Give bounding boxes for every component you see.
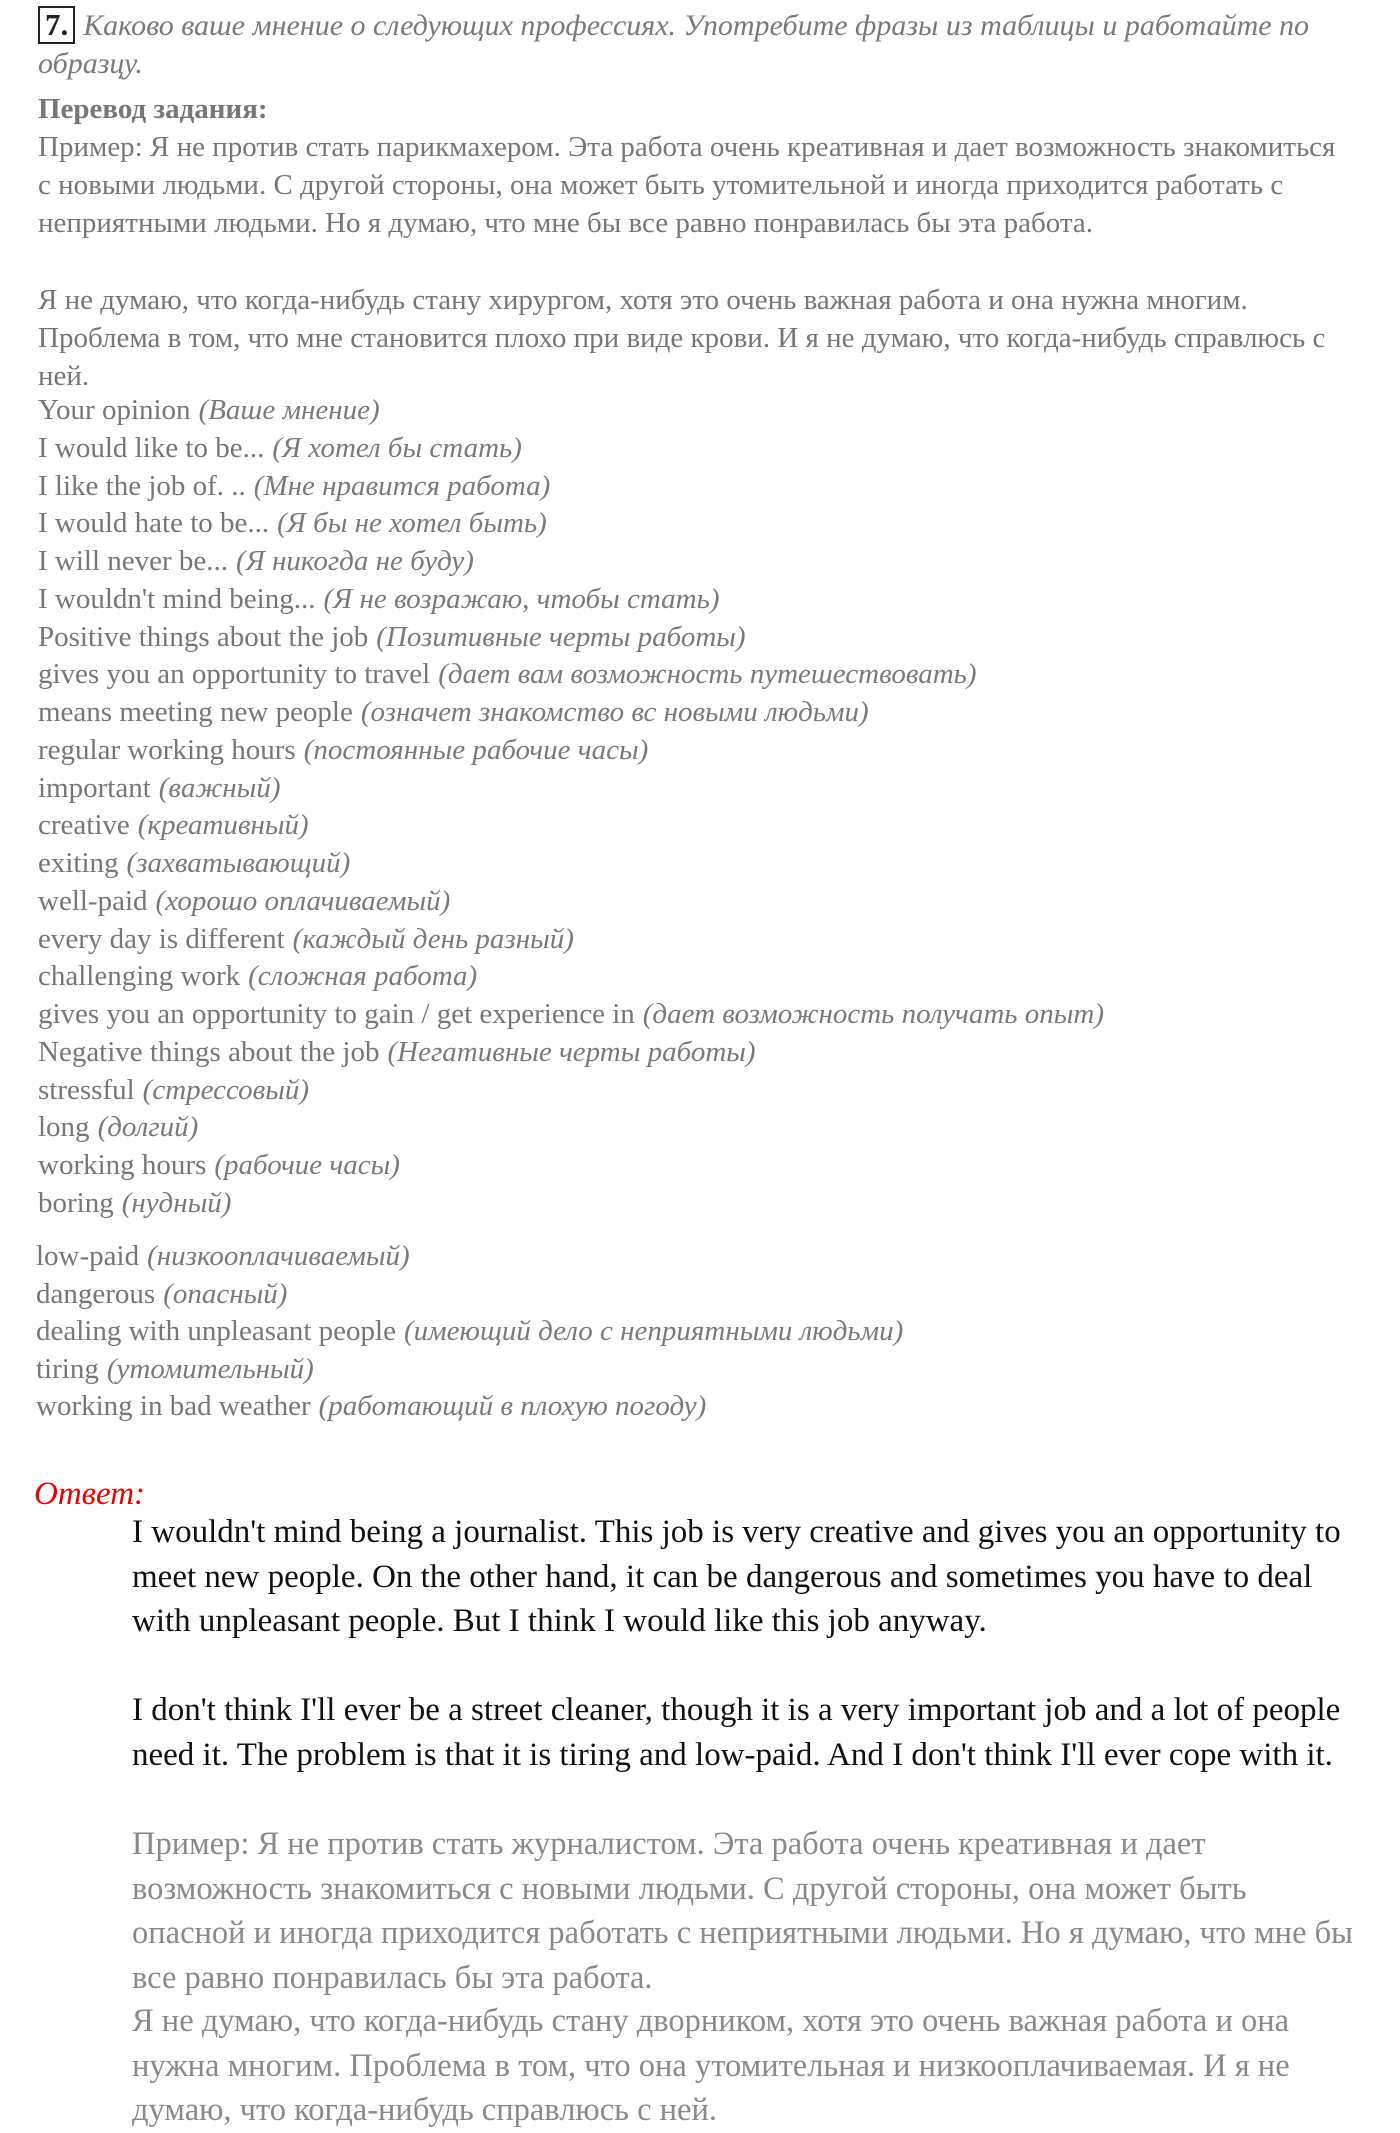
vocabulary-item <box>38 468 1104 506</box>
translation-title: Перевод задания: <box>38 93 268 125</box>
vocabulary-phrase-english: every day is different <box>38 922 285 955</box>
vocabulary-phrase-translation: (низкооплачиваемый) <box>147 1240 410 1272</box>
vocabulary-list-continued <box>36 1238 903 1426</box>
vocabulary-item <box>36 1351 903 1389</box>
vocabulary-phrase-translation: (работающий в плохую погоду) <box>318 1390 707 1422</box>
vocabulary-item <box>38 883 1104 921</box>
vocabulary-phrase-english: regular working hours <box>38 733 296 766</box>
vocabulary-item <box>38 921 1104 959</box>
vocabulary-phrase-english: Positive things about the job <box>38 620 369 653</box>
vocabulary-phrase-translation: (означет знакомство вс новыми людьми) <box>360 696 869 728</box>
vocabulary-phrase-translation: (захватывающий) <box>126 847 351 879</box>
vocabulary-phrase-english: Your opinion <box>38 394 191 426</box>
vocabulary-phrase-english: Negative things about the job <box>38 1035 380 1068</box>
vocabulary-item <box>38 694 1104 732</box>
vocabulary-item <box>36 1388 903 1426</box>
vocabulary-phrase-english: challenging work <box>38 960 241 993</box>
vocabulary-item <box>38 958 1104 996</box>
vocabulary-phrase-english: I would like to be... <box>38 431 265 464</box>
vocabulary-item <box>38 1185 1104 1223</box>
vocabulary-phrase-english: long <box>38 1111 90 1144</box>
vocabulary-phrase-english: working in bad weather <box>36 1390 311 1422</box>
task-instruction: Каково ваше мнение о следующих профессиях. Употребите фразы из таблицы и работайте по образцу. <box>38 9 1310 80</box>
vocabulary-phrase-translation: (Позитивные черты работы) <box>376 620 746 653</box>
vocabulary-list <box>38 392 1104 1223</box>
vocabulary-item <box>38 581 1104 619</box>
vocabulary-item <box>38 996 1104 1034</box>
vocabulary-phrase-english: gives you an opportunity to gain / get experience in <box>38 998 635 1030</box>
vocabulary-phrase-translation: (нудный) <box>121 1186 232 1219</box>
vocabulary-phrase-translation: (имеющий дело с неприятными людьми) <box>403 1315 904 1347</box>
vocabulary-item <box>36 1276 903 1314</box>
vocabulary-phrase-translation: (Ваше мнение) <box>198 394 380 426</box>
vocabulary-phrase-english: I like the job of. .. <box>38 469 246 502</box>
vocabulary-phrase-translation: (каждый день разный) <box>292 922 574 955</box>
vocabulary-phrase-translation: (хорошо оплачиваемый) <box>155 884 451 917</box>
answer-label: Ответ: <box>34 1476 146 1512</box>
vocabulary-phrase-english: boring <box>38 1186 114 1219</box>
vocabulary-phrase-english: gives you an opportunity to travel <box>38 658 431 691</box>
vocabulary-phrase-translation: (Я никогда не буду) <box>236 545 474 577</box>
task-header <box>38 6 1358 83</box>
vocabulary-item <box>38 1147 1104 1185</box>
vocabulary-phrase-english: important <box>38 771 151 804</box>
vocabulary-phrase-translation: (рабочие часы) <box>214 1149 400 1181</box>
vocabulary-item <box>38 770 1104 808</box>
vocabulary-phrase-translation: (Я хотел бы стать) <box>272 431 522 464</box>
vocabulary-phrase-english: dangerous <box>36 1277 156 1310</box>
vocabulary-phrase-english: exiting <box>38 847 119 879</box>
vocabulary-item <box>38 505 1104 543</box>
vocabulary-phrase-english: stressful <box>38 1073 135 1106</box>
vocabulary-phrase-english: tiring <box>36 1352 99 1385</box>
vocabulary-item <box>36 1238 903 1276</box>
task-number: 7. <box>38 6 75 44</box>
answer-russian-2: Я не думаю, что когда-нибудь стану дворником, хотя это очень важная работа и она нужна многим. Проблема в том, что она утомительная и низкооплачиваемая. И я не думаю, что когда-нибудь справлюсь с ней. <box>132 2003 1290 2128</box>
vocabulary-item <box>38 1109 1104 1147</box>
answer-english-1: I wouldn't mind being a journalist. This job is very creative and gives you an opportunity to meet new people. On the other hand, it can be dangerous and sometimes you have to deal with unpleasant people. But I think I would like this job anyway. <box>132 1514 1341 1639</box>
translation-example-1: Пример: Я не против стать парикмахером. Эта работа очень креативная и дает возможность знакомиться с новыми людьми. С другой стороны, она может быть утомительной и иногда приходится работать с неприятными людьми. Но я думаю, что мне бы все равно понравилась бы эта работа. <box>38 131 1336 239</box>
vocabulary-item <box>38 543 1104 581</box>
vocabulary-item <box>38 1034 1104 1072</box>
answer-russian-1: Пример: Я не против стать журналистом. Эта работа очень креативная и дает возможность знакомиться с новыми людьми. С другой стороны, она может быть опасной и иногда приходится работать с неприятными людьми. Но я думаю, что мне бы все равно понравилась бы эта работа. <box>132 1826 1353 1996</box>
vocabulary-phrase-english: working hours <box>38 1149 207 1181</box>
vocabulary-phrase-english: low-paid <box>36 1240 140 1272</box>
vocabulary-phrase-translation: (Я бы не хотел быть) <box>277 507 547 540</box>
vocabulary-item <box>38 392 1104 430</box>
vocabulary-item <box>38 1072 1104 1110</box>
vocabulary-phrase-translation: (утомительный) <box>106 1352 314 1385</box>
vocabulary-phrase-english: I will never be... <box>38 545 229 577</box>
vocabulary-phrase-translation: (сложная работа) <box>248 960 478 993</box>
vocabulary-phrase-translation: (опасный) <box>163 1277 288 1310</box>
vocabulary-phrase-translation: (стрессовый) <box>142 1073 310 1106</box>
vocabulary-phrase-english: means meeting new people <box>38 696 353 728</box>
vocabulary-phrase-english: well-paid <box>38 884 148 917</box>
vocabulary-phrase-english: I would hate to be... <box>38 507 270 540</box>
vocabulary-item <box>38 845 1104 883</box>
vocabulary-phrase-english: dealing with unpleasant people <box>36 1315 396 1347</box>
vocabulary-item <box>38 732 1104 770</box>
vocabulary-phrase-translation: (Негативные черты работы) <box>387 1035 756 1068</box>
vocabulary-item <box>38 619 1104 657</box>
answer-english-2: I don't think I'll ever be a street cleaner, though it is a very important job and a lot of people need it. The problem is that it is tiring and low-paid. And I don't think I'll ever cope with it. <box>132 1692 1341 1773</box>
vocabulary-phrase-translation: (Я не возражаю, чтобы стать) <box>323 582 720 615</box>
translation-example-2: Я не думаю, что когда-нибудь стану хирургом, хотя это очень важная работа и она нужна многим. Проблема в том, что мне становится плохо при виде крови. И я не думаю, что когда-нибудь справлюсь с ней. <box>38 284 1326 392</box>
vocabulary-item <box>36 1313 903 1351</box>
vocabulary-phrase-translation: (долгий) <box>97 1111 199 1144</box>
vocabulary-phrase-translation: (дает возможность получать опыт) <box>642 998 1104 1030</box>
vocabulary-phrase-translation: (постоянные рабочие часы) <box>303 733 649 766</box>
vocabulary-phrase-translation: (Мне нравится работа) <box>253 469 551 502</box>
vocabulary-phrase-translation: (важный) <box>158 771 281 804</box>
vocabulary-phrase-translation: (креативный) <box>137 809 309 842</box>
vocabulary-phrase-translation: (дает вам возможность путешествовать) <box>438 658 977 691</box>
vocabulary-item <box>38 807 1104 845</box>
vocabulary-item <box>38 430 1104 468</box>
vocabulary-phrase-english: creative <box>38 809 130 842</box>
vocabulary-phrase-english: I wouldn't mind being... <box>38 582 316 615</box>
vocabulary-item <box>38 656 1104 694</box>
